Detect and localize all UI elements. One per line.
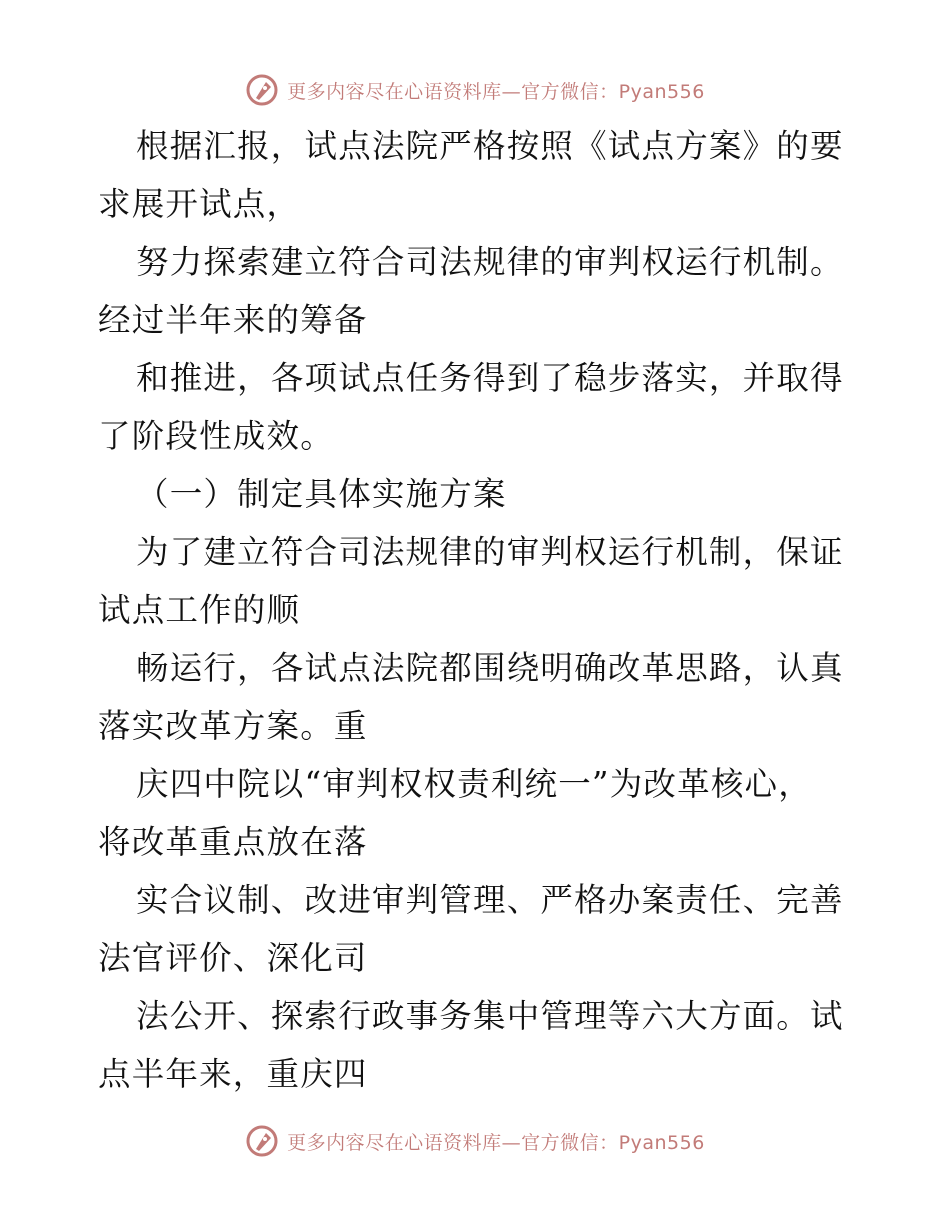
text-line: 庆四中院以“审判权权责利统一”为改革核心， [136, 765, 812, 803]
text-line: 试点工作的顺 [98, 591, 301, 629]
text-line: 经过半年来的筹备 [98, 301, 368, 339]
text-line: 和推进，各项试点任务得到了稳步落实，并取得 [136, 359, 844, 397]
text-line: 努力探索建立符合司法规律的审判权运行机制。 [136, 243, 844, 281]
text-line: 求展开试点， [98, 185, 301, 223]
document-body [98, 117, 858, 1103]
text-line: 法官评价、深化司 [98, 939, 368, 977]
watermark-text: 更多内容尽在心语资料库—官方微信：Pyan556 [287, 80, 705, 103]
watermark-text: 更多内容尽在心语资料库—官方微信：Pyan556 [287, 1131, 705, 1154]
pen-nib-logo-icon [245, 1124, 279, 1158]
pen-nib-logo-icon [245, 73, 279, 107]
text-line: 根据汇报，试点法院严格按照《试点方案》的要 [136, 127, 844, 165]
text-line: 实合议制、改进审判管理、严格办案责任、完善 [136, 881, 844, 919]
text-line: 将改革重点放在落 [98, 823, 368, 861]
text-line: 为了建立符合司法规律的审判权运行机制，保证 [136, 533, 844, 571]
text-line: 畅运行，各试点法院都围绕明确改革思路，认真 [136, 649, 844, 687]
header-watermark [0, 70, 950, 110]
text-line: 了阶段性成效。 [98, 417, 334, 455]
text-line: 落实改革方案。重 [98, 707, 368, 745]
text-line: 法公开、探索行政事务集中管理等六大方面。试 [136, 997, 844, 1035]
text-line: 点半年来，重庆四 [98, 1055, 368, 1093]
footer-watermark [0, 1121, 950, 1161]
section-heading: （一）制定具体实施方案 [136, 475, 507, 513]
